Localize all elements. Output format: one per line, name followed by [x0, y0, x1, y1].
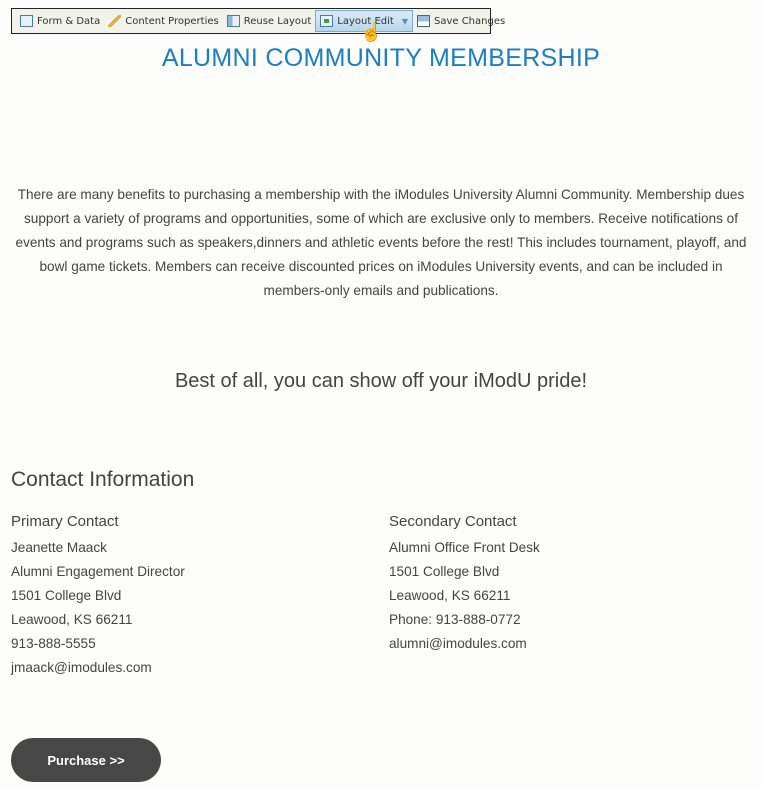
contact-phone: Phone: 913-888-0772 — [389, 612, 521, 627]
content-properties-button[interactable] — [104, 10, 223, 32]
contact-name: Alumni Office Front Desk — [389, 540, 540, 555]
contact-email[interactable]: jmaack@imodules.com — [11, 660, 152, 675]
reuse-layout-button[interactable] — [223, 10, 316, 32]
form-data-label: Form & Data — [37, 15, 101, 27]
contact-title: Alumni Engagement Director — [11, 564, 185, 579]
contact-street: 1501 College Blvd — [389, 564, 500, 579]
primary-contact — [11, 513, 185, 680]
contact-street: 1501 College Blvd — [11, 588, 122, 603]
reuse-layout-label: Reuse Layout — [243, 15, 312, 27]
contact-city: Leawood, KS 66211 — [389, 588, 511, 603]
page-title: ALUMNI COMMUNITY MEMBERSHIP — [161, 44, 601, 72]
content-properties-label: Content Properties — [125, 15, 219, 27]
contact-phone: 913-888-5555 — [11, 636, 96, 651]
save-changes-label: Save Changes — [433, 15, 506, 27]
pencil-icon — [108, 15, 121, 27]
contact-name: Jeanette Maack — [11, 540, 107, 555]
hand-cursor-icon: ☝ — [360, 22, 383, 42]
contact-city: Leawood, KS 66211 — [11, 612, 133, 627]
layout-edit-icon — [320, 15, 333, 27]
save-icon — [417, 15, 430, 27]
reuse-layout-icon — [227, 15, 240, 27]
layout-edit-label: Layout Edit — [337, 15, 394, 27]
intro-paragraph: There are many benefits to purchasing a membership with the iModules University Alumni Community. Membership dues support a variety of programs and opportunities, some of which are exclusive only to members. Receive notifications of events and programs such as speakers,dinners and athletic events before the rest! This includes tournament, playoff, and bowl game tickets. Members can receive discounted prices on iModules University events, and can be included in members-only emails and publications. — [15, 187, 747, 298]
save-changes-button[interactable] — [413, 10, 509, 32]
chevron-down-icon[interactable]: ▼ — [401, 16, 408, 26]
secondary-contact-heading: Secondary Contact — [389, 513, 517, 530]
editor-toolbar — [11, 8, 506, 34]
purchase-button[interactable]: Purchase >> — [11, 738, 161, 782]
form-data-button[interactable] — [16, 10, 104, 32]
primary-contact-heading: Primary Contact — [11, 513, 119, 530]
form-icon — [20, 15, 33, 27]
contact-heading: Contact Information — [11, 468, 195, 491]
pride-tagline: Best of all, you can show off your iModU pride! — [174, 370, 588, 392]
contact-email[interactable]: alumni@imodules.com — [389, 636, 527, 651]
secondary-contact — [389, 513, 540, 656]
